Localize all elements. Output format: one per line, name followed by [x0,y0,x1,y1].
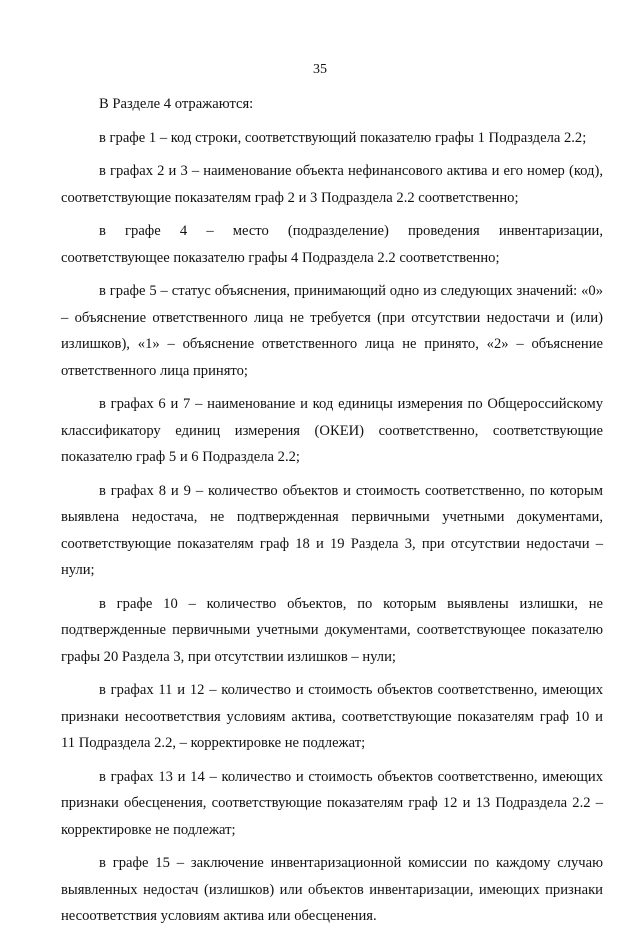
document-body [61,91,603,937]
section-intro-paragraph: В Разделе 4 отражаются: [99,96,254,112]
columns-2-3-paragraph: в графах 2 и 3 – наименование объекта нефинансового актива и его номер (код), соответствующие показателям граф 2 и 3 Подраздела 2.2 соответственно; [61,163,603,206]
column-1-paragraph: в графе 1 – код строки, соответствующий показателю графы 1 Подраздела 2.2; [99,129,587,146]
column-15-paragraph: в графе 15 – заключение инвентаризационной комиссии по каждому случаю выявленных недостач (излишков) или объектов инвентаризации, имеющих признаки несоответствия условиям актива или обесценения. [61,855,603,924]
column-4-paragraph: в графе 4 – место (подразделение) проведения инвентаризации, соответствующее показателю графы 4 Подраздела 2.2 соответственно; [61,223,603,266]
columns-6-7-paragraph: в графах 6 и 7 – наименование и код единицы измерения по Общероссийскому классификатору единиц измерения (ОКЕИ) соответственно, соответствующие показателю граф 5 и 6 Подраздела 2.2; [61,396,603,465]
column-10-paragraph: в графе 10 – количество объектов, по которым выявлены излишки, не подтвержденные первичными учетными документами, соответствующее показателю графы 20 Раздела 3, при отсутствии излишков – нули; [61,595,603,665]
columns-8-9-paragraph: в графах 8 и 9 – количество объектов и стоимость соответственно, по которым выявлена недостача, не подтвержденная первичными учетными документами, соответствующие показателям граф 18 и 19 Раздела 3, при отсутствии недостачи – нули; [61,482,603,578]
column-5-paragraph: в графе 5 – статус объяснения, принимающий одно из следующих значений: «0» – объяснение ответственного лица не требуется (при отсутствии недостачи и (или) излишков), «1» – объяснение ответственного лица не принято, «2» – объяснение ответственного лица принято; [61,283,603,379]
columns-11-12-paragraph: в графах 11 и 12 – количество и стоимость объектов соответственно, имеющих признаки несоответствия условиям актива, соответствующие показателям граф 10 и 11 Подраздела 2.2, – корректировке не подлежат; [61,682,603,751]
page-number: 35 [313,62,327,77]
columns-13-14-paragraph: в графах 13 и 14 – количество и стоимость объектов соответственно, имеющих признаки обесценения, соответствующие показателям граф 12 и 13 Подраздела 2.2 – корректировке не подлежат; [61,768,603,838]
